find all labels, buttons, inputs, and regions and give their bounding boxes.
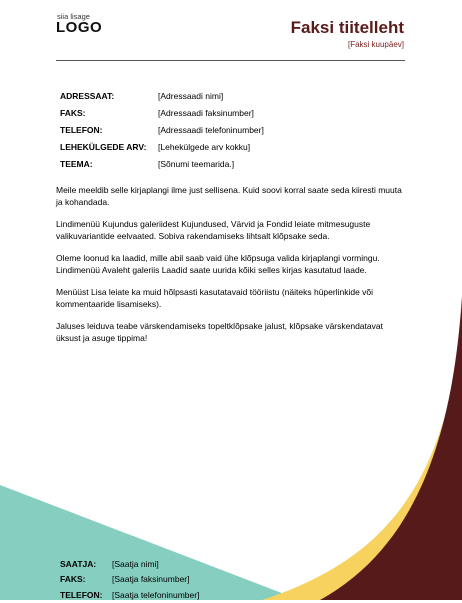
sender-row bbox=[60, 556, 199, 572]
sender-row bbox=[60, 587, 199, 603]
message-body bbox=[56, 184, 406, 354]
recipient-details bbox=[60, 87, 264, 172]
recipient-name-field[interactable]: [Adressaadi nimi] bbox=[158, 90, 224, 101]
recipient-label: TELEFON: bbox=[60, 124, 103, 135]
recipient-row bbox=[60, 155, 264, 172]
logo-caption: siia lisage bbox=[57, 12, 90, 21]
body-paragraph[interactable]: Jaluses leiduva teabe värskendamiseks topeltklõpsake jalust, klõpsake värskendatavat üksust ja asuge tippima! bbox=[56, 321, 383, 343]
body-paragraph[interactable]: Meile meeldib selle kirjaplangi ilme just sellisena. Kuid soovi korral saate seda kiiresti muuta ja kohandada. bbox=[56, 185, 402, 207]
recipient-row bbox=[60, 104, 264, 121]
sender-label: TELEFON: bbox=[60, 589, 103, 600]
page-count-field[interactable]: [Lehekülgede arv kokku] bbox=[158, 141, 251, 152]
body-paragraph[interactable]: Lindimenüü Kujundus galeriidest Kujundused, Värvid ja Fondid leiate mitmesuguste valikuvariantide eelvaated. Sobiva rakendamiseks lihtsalt klõpsake seda. bbox=[56, 219, 371, 241]
recipient-row bbox=[60, 138, 264, 155]
recipient-label: TEEMA: bbox=[60, 158, 93, 169]
subject-field[interactable]: [Sõnumi teemarida.] bbox=[158, 158, 235, 169]
sender-label: SAATJA: bbox=[60, 558, 97, 569]
recipient-label: FAKS: bbox=[60, 107, 86, 118]
recipient-row bbox=[60, 121, 264, 138]
sender-details bbox=[60, 556, 199, 603]
recipient-row bbox=[60, 87, 264, 104]
fax-date[interactable]: [Faksi kuupäev] bbox=[347, 40, 404, 49]
sender-row bbox=[60, 572, 199, 588]
recipient-label: LEHEKÜLGEDE ARV: bbox=[60, 141, 147, 152]
recipient-phone-field[interactable]: [Adressaadi telefoninumber] bbox=[158, 124, 264, 135]
body-paragraph[interactable]: Oleme loonud ka laadid, mille abil saab vaid ühe klõpsuga valida kirjaplangi vormingu. Lindimenüü Avaleht galeriis Laadid saate uurida kõiki selles kirjas kasutatud laade. bbox=[56, 253, 380, 275]
logo: LOGO bbox=[56, 19, 103, 36]
sender-label: FAKS: bbox=[60, 574, 86, 585]
sender-name-field[interactable]: [Saatja nimi] bbox=[112, 558, 159, 569]
sender-phone-field[interactable]: [Saatja telefoninumber] bbox=[112, 589, 200, 600]
recipient-label: ADRESSAAT: bbox=[60, 90, 115, 101]
page-title: Faksi tiitelleht bbox=[290, 18, 404, 37]
recipient-fax-field[interactable]: [Adressaadi faksinumber] bbox=[158, 107, 254, 118]
header-divider bbox=[56, 60, 405, 61]
body-paragraph[interactable]: Menüüst Lisa leiate ka muid hõlpsasti kasutatavaid tööriistu (näiteks hüperlinkide või kommentaaride lisamiseks). bbox=[56, 287, 374, 309]
sender-fax-field[interactable]: [Saatja faksinumber] bbox=[112, 574, 190, 585]
